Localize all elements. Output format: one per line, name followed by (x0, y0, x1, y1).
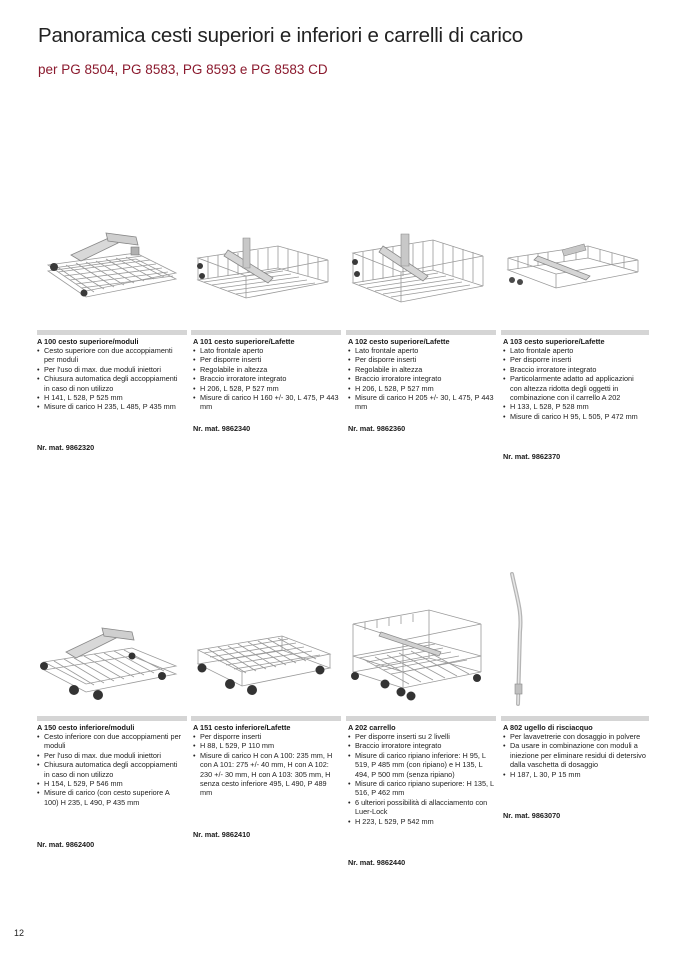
feature-item: • Misure di carico ripiano superiore: H 135, L 516, P 462 mm (348, 779, 494, 798)
product-name: A 150 cesto inferiore/moduli (37, 723, 135, 732)
feature-item: • Per lavavetrerie con dosaggio in polvere (503, 732, 647, 741)
product-image-a100 (36, 225, 181, 305)
product-image-a103 (500, 236, 645, 296)
feature-item: • Braccio irroratore integrato (503, 365, 647, 374)
feature-item: • Per l'uso di max. due moduli iniettori (37, 751, 185, 760)
product-divider (191, 330, 341, 335)
feature-item: • Braccio irroratore integrato (193, 374, 339, 383)
product-features (503, 732, 647, 779)
feature-item: • H 206, L 528, P 527 mm (193, 384, 339, 393)
page-number: 12 (14, 928, 25, 938)
product-divider (346, 716, 496, 721)
product-features (37, 732, 185, 807)
product-name: A 101 cesto superiore/Lafette (193, 337, 295, 346)
feature-item: • Per l'uso di max. due moduli iniettori (37, 365, 185, 374)
product-image-a802 (508, 572, 538, 707)
feature-item: • Chiusura automatica degli accoppiamenti in caso di non utilizzo (37, 374, 185, 393)
feature-item: • H 88, L 529, P 110 mm (193, 741, 339, 750)
material-number: Nr. mat. 9863070 (503, 811, 561, 820)
product-divider (501, 330, 649, 335)
product-divider (37, 330, 187, 335)
feature-item: • 6 ulteriori possibilità di allacciamento con Luer-Lock (348, 798, 494, 817)
product-features (348, 732, 494, 826)
feature-item: • Per disporre inserti (193, 732, 339, 741)
product-features (37, 346, 185, 412)
feature-item: • Lato frontale aperto (348, 346, 494, 355)
material-number: Nr. mat. 9862400 (37, 840, 95, 849)
feature-item: • Per disporre inserti su 2 livelli (348, 732, 494, 741)
material-number: Nr. mat. 9862410 (193, 830, 251, 839)
product-features (348, 346, 494, 412)
product-image-a202 (345, 602, 490, 707)
feature-item: • Particolarmente adatto ad applicazioni con altezza ridotta degli oggetti in combinazione con il carrello A 202 (503, 374, 647, 402)
feature-item: • Cesto inferiore con due accoppiamenti per moduli (37, 732, 185, 751)
feature-item: • Regolabile in altezza (193, 365, 339, 374)
feature-item: • Misure di carico (con cesto superiore A 100) H 235, L 490, P 435 mm (37, 788, 185, 807)
feature-item: • H 206, L 528, P 527 mm (348, 384, 494, 393)
page-subtitle: per PG 8504, PG 8583, PG 8593 e PG 8583 CD (38, 62, 328, 77)
feature-item: • Misure di carico H 160 +/- 30, L 475, P 443 mm (193, 393, 339, 412)
feature-item: • Misure di carico H 95, L 505, P 472 mm (503, 412, 647, 421)
feature-item: • H 133, L 528, P 528 mm (503, 402, 647, 411)
feature-item: • H 187, L 30, P 15 mm (503, 770, 647, 779)
feature-item: • Braccio irroratore integrato (348, 374, 494, 383)
feature-item: • Chiusura automatica degli accoppiamenti in caso di non utilizzo (37, 760, 185, 779)
feature-item: • Misure di carico H con A 100: 235 mm, H con A 101: 275 +/- 40 mm, H con A 102: 230 +/- 30 mm, H con A 103: 305 mm, H senza cesto inferiore 495, L 490, P 489 mm (193, 751, 339, 798)
material-number: Nr. mat. 9862340 (193, 424, 251, 433)
feature-item: • Per disporre inserti (503, 355, 647, 364)
product-divider (501, 716, 649, 721)
product-image-a102 (343, 228, 488, 308)
product-name: A 151 cesto inferiore/Lafette (193, 723, 291, 732)
product-features (503, 346, 647, 421)
product-divider (191, 716, 341, 721)
material-number: Nr. mat. 9862370 (503, 452, 561, 461)
product-name: A 100 cesto superiore/moduli (37, 337, 139, 346)
product-divider (346, 330, 496, 335)
feature-item: • Lato frontale aperto (193, 346, 339, 355)
product-name: A 802 ugello di risciacquo (503, 723, 593, 732)
feature-item: • Lato frontale aperto (503, 346, 647, 355)
feature-item: • H 223, L 529, P 542 mm (348, 817, 494, 826)
feature-item: • Braccio irroratore integrato (348, 741, 494, 750)
product-image-a101 (188, 228, 333, 303)
feature-item: • Per disporre inserti (193, 355, 339, 364)
page-title: Panoramica cesti superiori e inferiori e carrelli di carico (38, 24, 523, 47)
product-features (193, 732, 339, 798)
product-name: A 202 carrello (348, 723, 396, 732)
feature-item: • Cesto superiore con due accoppiamenti per moduli (37, 346, 185, 365)
feature-item: • H 154, L 529, P 546 mm (37, 779, 185, 788)
feature-item: • Per disporre inserti (348, 355, 494, 364)
feature-item: • H 141, L 528, P 525 mm (37, 393, 185, 402)
material-number: Nr. mat. 9862440 (348, 858, 406, 867)
feature-item: • Da usare in combinazione con moduli a iniezione per eliminare residui di detersivo dalla vaschetta di dosaggio (503, 741, 647, 769)
product-image-a150 (36, 622, 181, 707)
product-image-a151 (190, 620, 335, 705)
product-divider (37, 716, 187, 721)
feature-item: • Misure di carico H 205 +/- 30, L 475, P 443 mm (348, 393, 494, 412)
product-name: A 103 cesto superiore/Lafette (503, 337, 605, 346)
product-features (193, 346, 339, 412)
feature-item: • Misure di carico ripiano inferiore: H 95, L 519, P 485 mm (con ripiano) e H 135, L 494, P 500 mm (senza ripiano) (348, 751, 494, 779)
feature-item: • Misure di carico H 235, L 485, P 435 mm (37, 402, 185, 411)
material-number: Nr. mat. 9862320 (37, 443, 95, 452)
feature-item: • Regolabile in altezza (348, 365, 494, 374)
product-name: A 102 cesto superiore/Lafette (348, 337, 450, 346)
material-number: Nr. mat. 9862360 (348, 424, 406, 433)
